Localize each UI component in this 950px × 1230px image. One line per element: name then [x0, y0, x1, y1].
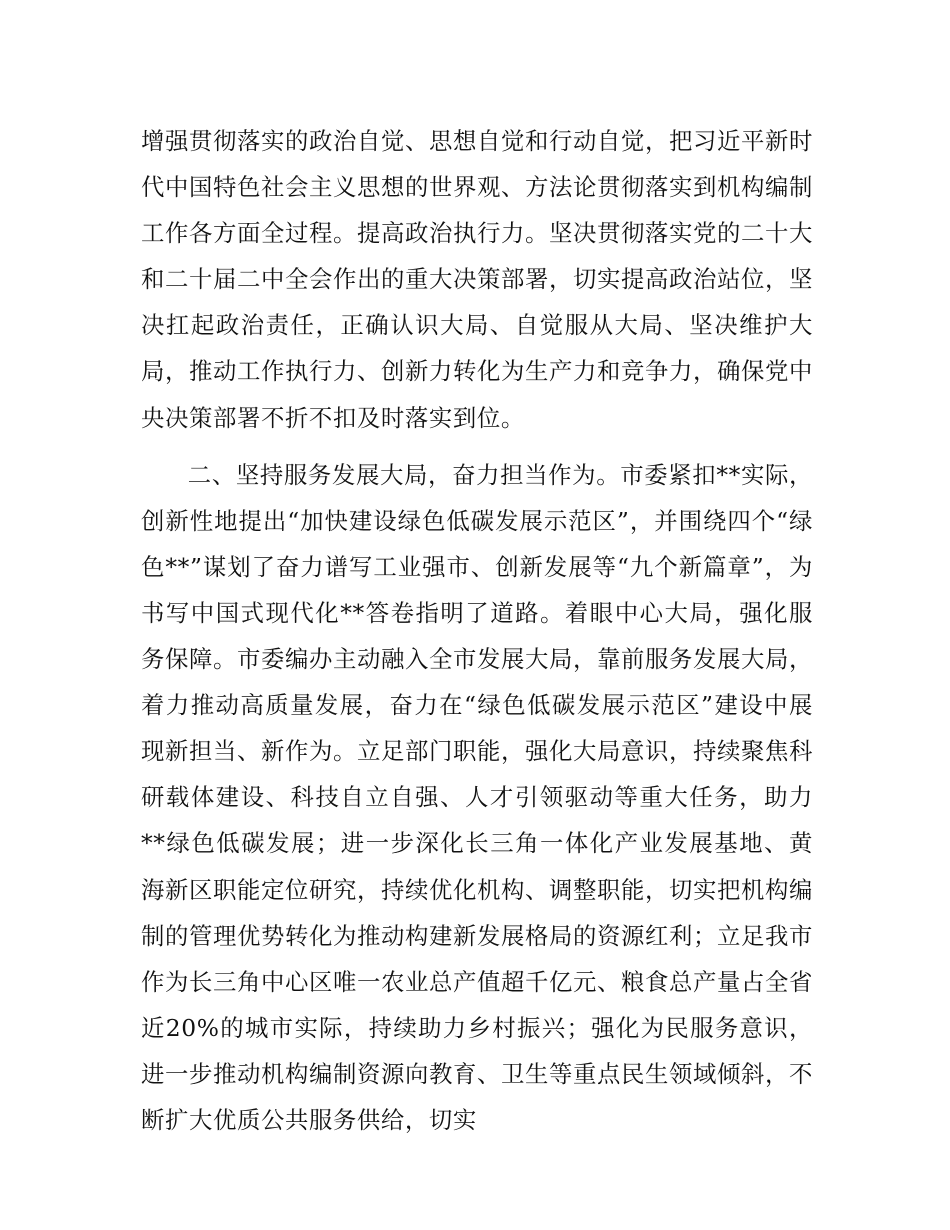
- paragraph-continued: 增强贯彻落实的政治自觉、思想自觉和行动自觉，把习近平新时代中国特色社会主义思想的世界观、方法论贯彻落实到机构编制工作各方面全过程。提高政治执行力。坚决贯彻落实党的二十大和二十届二中全会作出的重大决策部署，切实提高政治站位，坚决扛起政治责任，正确认识大局、自觉服从大局、坚决维护大局，推动工作执行力、创新力转化为生产力和竞争力，确保党中央决策部署不折不扣及时落实到位。: [141, 127, 813, 432]
- document-body: [141, 118, 813, 1143]
- paragraph-section-two: 二、坚持服务发展大局，奋力担当作为。市委紧扣**实际，创新性地提出“加快建设绿色低碳发展示范区”，并围绕四个“绿色**”谋划了奋力谱写工业强市、创新发展等“九个新篇章”，为书写中国式现代化**答卷指明了道路。着眼中心大局，强化服务保障。市委编办主动融入全市发展大局，靠前服务发展大局，着力推动高质量发展，奋力在“绿色低碳发展示范区”建设中展现新担当、新作为。立足部门职能，强化大局意识，持续聚焦科研载体建设、科技自立自强、人才引领驱动等重大任务，助力**绿色低碳发展；进一步深化长三角一体化产业发展基地、黄海新区职能定位研究，持续优化机构、调整职能，切实把机构编制的管理优势转化为推动构建新发展格局的资源红利；立足我市作为长三角中心区唯一农业总产值超千亿元、粮食总产量占全省近20%的城市实际，持续助力乡村振兴；强化为民服务意识，进一步推动机构编制资源向教育、卫生等重点民生领域倾斜，不断扩大优质公共服务供给，切实: [141, 460, 813, 1134]
